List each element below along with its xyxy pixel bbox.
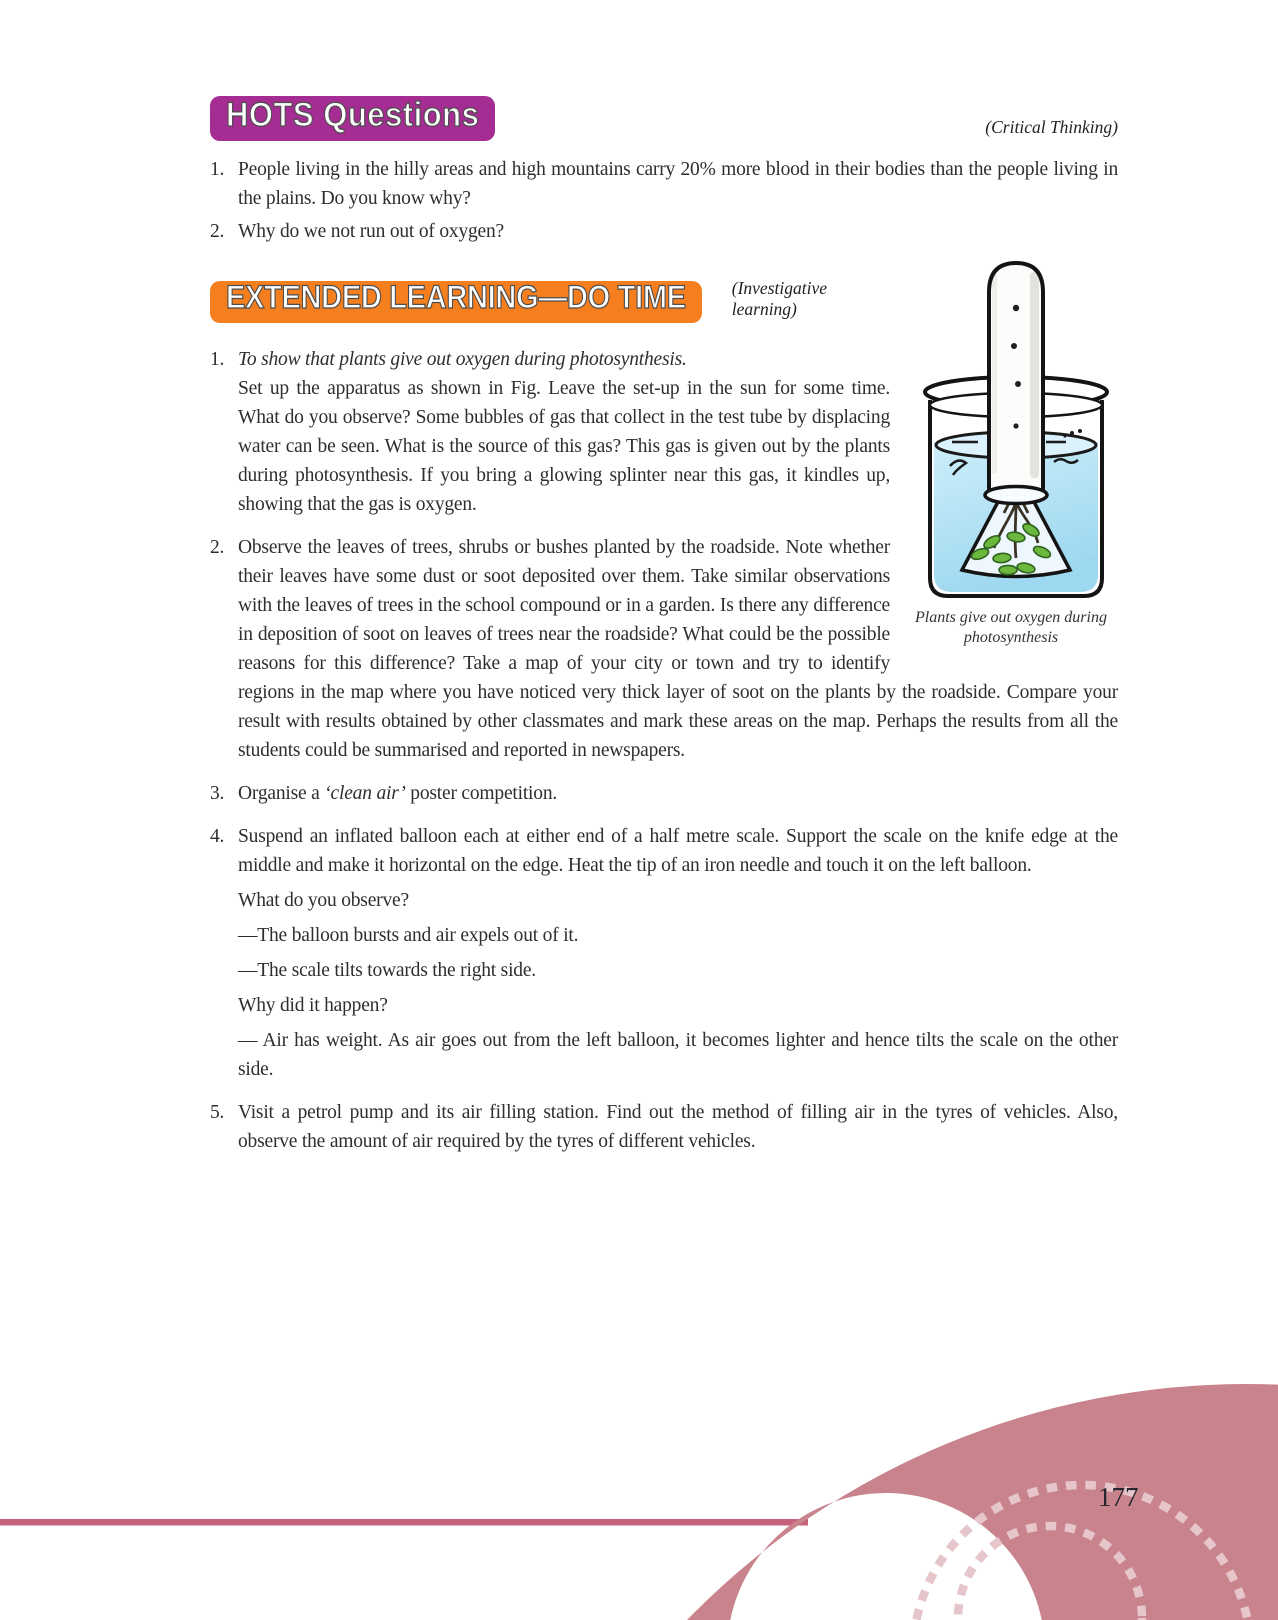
list-item (210, 779, 1118, 808)
crescent-shape (466, 1384, 1278, 1620)
activity-objective: To show that plants give out oxygen during photosynthesis. (238, 349, 687, 370)
extended-badge-label: EXTENDED LEARNING—DO TIME (226, 280, 686, 316)
hots-question-list (210, 155, 1118, 246)
investigative-learning-annotation: (Investigative learning) (731, 278, 827, 319)
list-item (210, 155, 1118, 213)
activity-text: poster competition. (405, 783, 558, 804)
observation-point: —The scale tilts towards the right side. (238, 960, 536, 981)
activity-text: Visit a petrol pump and its air filling station. Find out the method of filling air in the tyres of vehicles. Also, observe the amount of air required by the tyres of different vehicles. (238, 1102, 1118, 1152)
quoted-phrase: ‘clean air’ (324, 783, 406, 804)
extended-learning-section (210, 278, 1118, 1156)
question-text: Why do we not run out of oxygen? (238, 221, 505, 242)
activity-text: Observe the leaves of trees, shrubs or bushes planted by the roadside. Note whether their leaves have some dust or soot deposited over them. Take similar observations with the leaves of trees in the school compound or in a garden. Is there any difference in deposition of soot on leaves of trees near the roadside? What could be the possible reasons for this difference? Take a map of your city or town and try to identify regions in the map where you have noticed very thick layer of soot on the plants by the roadside. Compare your result with results obtained by other classmates and mark these areas on the map. Perhaps the results from all the students could be summarised and reported in newspapers. (238, 537, 1118, 761)
hots-questions-badge (210, 96, 495, 141)
page-number: 177 (1098, 1482, 1139, 1512)
corner-decoration (0, 1370, 1278, 1620)
footer-decoration (0, 1370, 1278, 1620)
activity-text: Set up the apparatus as shown in Fig. Leave the set-up in the sun for some time. What do you observe? Some bubbles of gas that collect in the test tube by displacing water can be seen. What is the source of this gas? This gas is given out by the plants during photosynthesis. If you bring a glowing splinter near this gas, it kindles up, showing that the gas is oxygen. (238, 378, 890, 515)
list-item (210, 1098, 1118, 1156)
hots-header-row (210, 96, 1118, 141)
observation-question: What do you observe? (238, 890, 409, 911)
beaker-experiment-illustration (904, 252, 1118, 604)
list-number: 2. (210, 221, 225, 242)
list-number: 1. (210, 349, 225, 370)
figure-caption: Plants give out oxygen during photosynthesis (915, 609, 1107, 646)
activity-text: Organise a (238, 783, 325, 804)
list-number: 1. (210, 159, 225, 180)
question-text: People living in the hilly areas and high mountains carry 20% more blood in their bodies than the people living in the plains. Do you know why? (238, 159, 1118, 209)
list-number: 3. (210, 783, 225, 804)
activity-text: Suspend an inflated balloon each at either end of a half metre scale. Support the scale on the knife edge at the middle and make it horizontal on the edge. Heat the tip of an iron needle and touch it on the left balloon. (238, 826, 1118, 876)
list-item (210, 217, 1118, 246)
critical-thinking-annotation: (Critical Thinking) (985, 117, 1118, 137)
list-number: 5. (210, 1102, 225, 1123)
reason-point: — Air has weight. As air goes out from the left balloon, it becomes lighter and hence tilts the scale on the other side. (238, 1030, 1118, 1080)
page-content (210, 96, 1118, 1170)
reason-question: Why did it happen? (238, 995, 388, 1016)
hots-badge-label: HOTS Questions (226, 94, 480, 134)
footer-rule (0, 1519, 808, 1526)
list-number: 4. (210, 826, 225, 847)
observation-point: —The balloon bursts and air expels out of it. (238, 925, 579, 946)
photosynthesis-figure (904, 252, 1118, 648)
extended-learning-badge (210, 281, 702, 323)
extended-header-row (210, 278, 890, 323)
funnel-collar (985, 487, 1047, 504)
list-number: 2. (210, 537, 225, 558)
list-item (210, 822, 1118, 1084)
hots-section (210, 96, 1118, 246)
